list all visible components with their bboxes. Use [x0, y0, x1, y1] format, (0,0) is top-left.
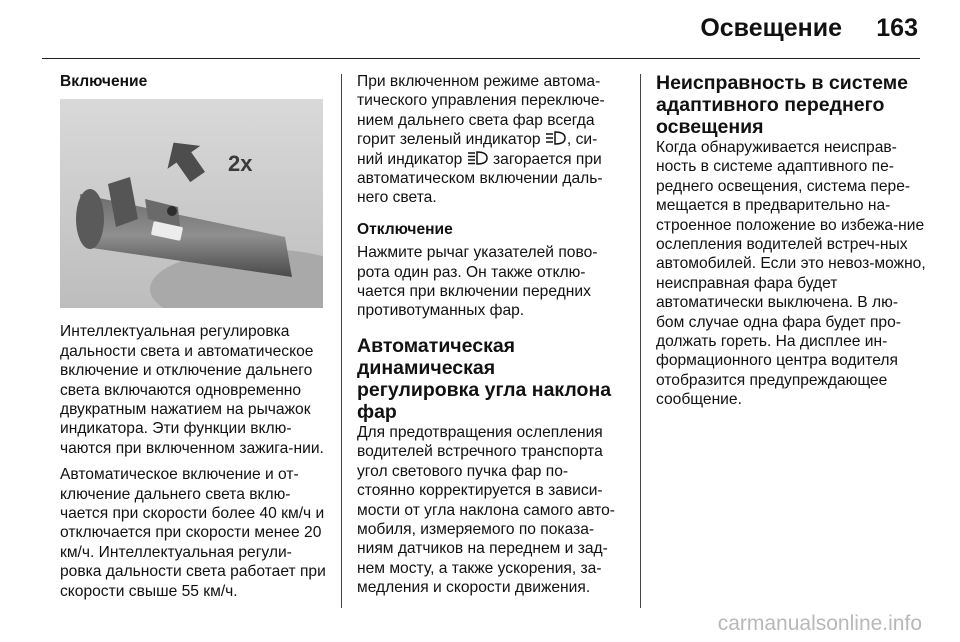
heading-dynamic-leveling: Автоматическая динамическая регулировка угла наклона фар	[357, 334, 612, 423]
lever-drawing	[60, 99, 323, 308]
page-header	[0, 0, 960, 60]
heading-afl-fault: Неисправность в системе адаптивного переднего освещения	[656, 72, 909, 138]
page-number: 163	[876, 14, 918, 42]
text-segment: При включенном режиме автома-тического управления переключе-нием дальнего света фар всегда горит зеленый индикатор	[357, 73, 605, 149]
column-1	[60, 72, 328, 608]
column-2	[357, 72, 621, 605]
figure-label: 2x	[228, 151, 253, 177]
column-divider	[341, 74, 342, 608]
paragraph: Для предотвращения ослепления водителей встречного транспорта угол светового пучка фар по-стоянно корректируется в зависи-мости от угла наклона самого авто-мобиля, измеряемого по показа-ниям датчиков на переднем и зад-нем мосту, а также ускорения, за-медления и скорости движения.	[357, 423, 615, 597]
column-divider	[640, 74, 641, 608]
heading-deactivation: Отключение	[357, 220, 453, 238]
paragraph: Когда обнаруживается неисправ-ность в системе адаптивного пе-реднего освещения, система пере-мещается в предварительно на-строенное положение во избежа-ние ослепления водителей встреч-ных автомобилей. Если это невоз-можно, неисправная фара будет автоматически выключена. В лю-бом случае одна фара будет про-должать гореть. На дисплее ин-формационного центра водителя отобразится предупреждающее сообщение.	[656, 139, 926, 409]
paragraph	[357, 72, 621, 208]
paragraph: Автоматическое включение и от-ключение дальнего света вклю-чается при скорости более 40 км/ч и отключается при скорости менее 20 км/ч. Интеллектуальная регули-ровка дальности света работает при скорости свыше 55 км/ч.	[60, 466, 326, 600]
header-rule	[42, 58, 920, 59]
auto-high-beam-indicator-icon	[545, 130, 567, 146]
text-segment: , си-ний индикатор	[357, 131, 598, 168]
paragraph: Интеллектуальная регулировка дальности света и автоматическое включение и отключение дальнего света включаются одновременно двукратным нажатием на рычажок индикатора. Эти функции вклю-чаются при включенном зажига-нии.	[60, 323, 324, 457]
text-segment: загорается при автоматическом включении даль-него света.	[357, 150, 603, 207]
page-title: Освещение	[700, 14, 842, 42]
watermark: carmanualsonline.info	[717, 612, 922, 635]
lever-illustration	[60, 99, 323, 308]
paragraph: Нажмите рычаг указателей пово-рота один раз. Он также отклю-чается при включении передних противотуманных фар.	[357, 244, 598, 320]
column-3	[656, 72, 926, 417]
heading-activation: Включение	[60, 73, 148, 90]
high-beam-indicator-icon	[467, 150, 489, 166]
